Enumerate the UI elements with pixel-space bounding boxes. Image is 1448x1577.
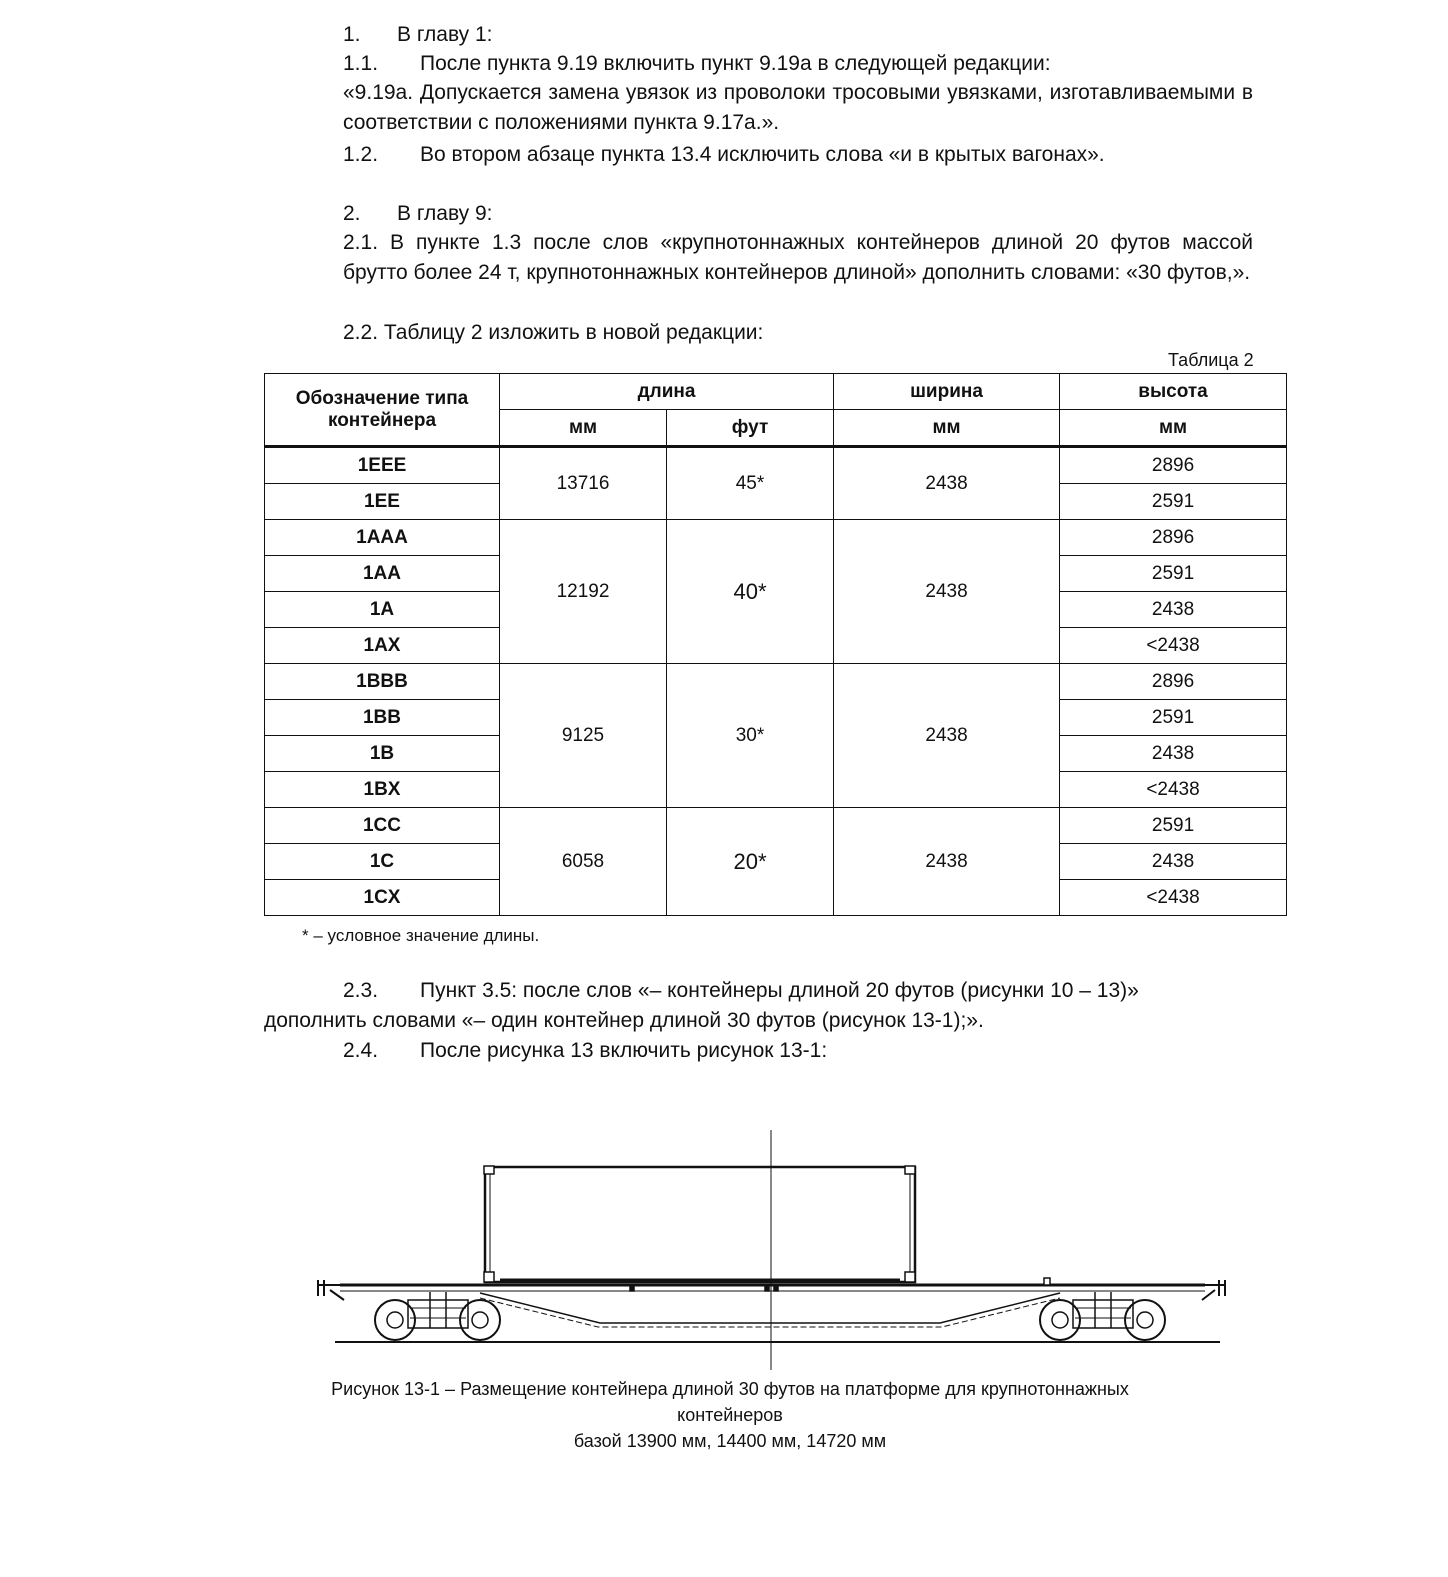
- cell-height: 2896: [1060, 520, 1287, 556]
- cell-type: 1A: [265, 592, 500, 628]
- cell-width-mm: 2438: [834, 520, 1060, 664]
- cell-length-ft: 30*: [667, 664, 834, 808]
- header-length: длина: [500, 374, 834, 410]
- section-text: После рисунка 13 включить рисунок 13-1:: [420, 1039, 828, 1062]
- figure-caption-line-1: Рисунок 13-1 – Размещение контейнера длиной 30 футов на платформе для крупнотоннажных контейнеров: [331, 1379, 1129, 1425]
- cell-width-mm: 2438: [834, 447, 1060, 520]
- cell-width-mm: 2438: [834, 664, 1060, 808]
- section-1-1: [343, 51, 1051, 77]
- cell-type: 1CX: [265, 880, 500, 916]
- section-2-heading: [343, 201, 493, 227]
- cell-height: <2438: [1060, 628, 1287, 664]
- cell-height: 2591: [1060, 700, 1287, 736]
- cell-length-ft: 45*: [667, 447, 834, 520]
- header-width-mm: мм: [834, 410, 1060, 447]
- cell-length-ft: 40*: [667, 520, 834, 664]
- header-height-mm: мм: [1060, 410, 1287, 447]
- section-number: 1.1.: [343, 52, 379, 75]
- cell-type: 1B: [265, 736, 500, 772]
- section-number: 1.: [343, 23, 361, 46]
- cell-height: 2591: [1060, 808, 1287, 844]
- cell-length-ft: 20*: [667, 808, 834, 916]
- header-type: Обозначение типа контейнера: [265, 374, 500, 447]
- section-text: В главу 1:: [397, 23, 493, 46]
- section-text: После пункта 9.19 включить пункт 9.19а в следующей редакции:: [420, 52, 1051, 75]
- cell-type: 1BX: [265, 772, 500, 808]
- table-row: [265, 520, 1287, 556]
- table-row: [265, 808, 1287, 844]
- cell-height: 2438: [1060, 844, 1287, 880]
- cell-type: 1CC: [265, 808, 500, 844]
- cell-height: <2438: [1060, 880, 1287, 916]
- header-width: ширина: [834, 374, 1060, 410]
- section-2-1: 2.1. В пункте 1.3 после слов «крупнотоннажных контейнеров длиной 20 футов массой брутто более 24 т, крупнотоннажных контейнеров длиной» дополнить словами: «30 футов,».: [343, 231, 1253, 284]
- section-1-1-quote: «9.19а. Допускается замена увязок из проволоки тросовыми увязками, изготавливаемыми в соответствии с положениями пункта 9.17а.».: [343, 81, 1253, 134]
- section-text: Во втором абзаце пункта 13.4 исключить слова «и в крытых вагонах».: [420, 143, 1105, 166]
- section-text: Пункт 3.5: после слов «– контейнеры длиной 20 футов (рисунки 10 – 13)»: [420, 979, 1139, 1002]
- bogie-right: [1040, 1292, 1165, 1340]
- section-2-2: 2.2. Таблицу 2 изложить в новой редакции:: [343, 321, 764, 344]
- cell-height: 2438: [1060, 592, 1287, 628]
- container: [485, 1167, 915, 1282]
- section-number: 2.4.: [343, 1039, 379, 1062]
- cell-length-mm: 9125: [500, 664, 667, 808]
- figure-caption: [300, 1376, 1160, 1454]
- figure-caption-line-2: базой 13900 мм, 14400 мм, 14720 мм: [573, 1431, 887, 1451]
- cell-height: 2438: [1060, 736, 1287, 772]
- cell-height: <2438: [1060, 772, 1287, 808]
- section-1-2: [343, 142, 1105, 168]
- section-1-heading: [343, 22, 493, 48]
- cell-length-mm: 12192: [500, 520, 667, 664]
- cell-type: 1BBB: [265, 664, 500, 700]
- cell-type: 1AA: [265, 556, 500, 592]
- cell-height: 2896: [1060, 664, 1287, 700]
- table-footnote: * – условное значение длины.: [302, 926, 540, 945]
- cell-type: 1EEE: [265, 447, 500, 484]
- table-caption: Таблица 2: [1168, 350, 1254, 370]
- cell-height: 2591: [1060, 484, 1287, 520]
- section-number: 2.3.: [343, 979, 379, 1002]
- bogie-left: [375, 1292, 500, 1340]
- section-2-3-continuation: дополнить словами «– один контейнер длиной 30 футов (рисунок 13-1);».: [264, 1009, 984, 1032]
- cell-type: 1EE: [265, 484, 500, 520]
- coupler-left: [318, 1280, 344, 1300]
- header-length-ft: фут: [667, 410, 834, 447]
- section-number: 2.: [343, 202, 361, 225]
- cell-type: 1AAA: [265, 520, 500, 556]
- cell-type: 1AX: [265, 628, 500, 664]
- cell-width-mm: 2438: [834, 808, 1060, 916]
- cell-type: 1C: [265, 844, 500, 880]
- section-text: В главу 9:: [397, 202, 493, 225]
- coupler-right: [1202, 1280, 1225, 1300]
- table-row: [265, 447, 1287, 484]
- header-height: высота: [1060, 374, 1287, 410]
- cell-length-mm: 13716: [500, 447, 667, 520]
- frame-beam: [480, 1293, 1060, 1323]
- cell-height: 2896: [1060, 447, 1287, 484]
- section-number: 1.2.: [343, 143, 379, 166]
- section-2-4: [343, 1038, 827, 1064]
- cell-height: 2591: [1060, 556, 1287, 592]
- table-row: [265, 664, 1287, 700]
- header-length-mm: мм: [500, 410, 667, 447]
- cell-type: 1BB: [265, 700, 500, 736]
- cell-length-mm: 6058: [500, 808, 667, 916]
- container-dimensions-table: [264, 373, 1287, 916]
- section-2-3: [343, 978, 1139, 1004]
- railcar-figure: [300, 1130, 1240, 1375]
